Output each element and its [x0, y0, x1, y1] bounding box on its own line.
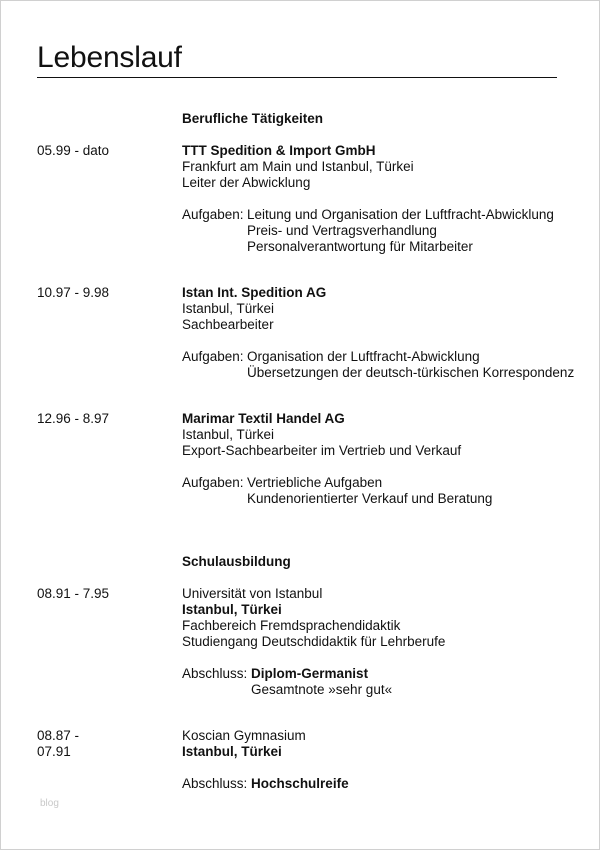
- work-entry-1: [182, 143, 554, 255]
- study-line: Studiengang Deutschdidaktik für Lehrberufe: [182, 634, 446, 649]
- job-position: Leiter der Abwicklung: [182, 175, 311, 190]
- institution-location: Istanbul, Türkei: [182, 744, 282, 759]
- edu-entry-1: [182, 586, 445, 698]
- tasks-label: Aufgaben:: [182, 475, 244, 490]
- degree-value: Hochschulreife: [251, 776, 349, 791]
- job-position: Export-Sachbearbeiter im Vertrieb und Verkauf: [182, 443, 462, 458]
- company-name: TTT Spedition & Import GmbH: [182, 143, 376, 158]
- task-item: Vertriebliche Aufgaben: [247, 475, 383, 490]
- company-location: Istanbul, Türkei: [182, 427, 275, 442]
- task-line: [182, 207, 554, 223]
- task-line: [182, 475, 492, 491]
- task-item: Leitung und Organisation der Luftfracht-Abwicklung: [247, 207, 554, 222]
- institution-location: Istanbul, Türkei: [182, 602, 282, 617]
- work-entry-1-date: 05.99 - dato: [37, 143, 110, 158]
- grade-value: Gesamtnote »sehr gut«: [251, 682, 393, 697]
- degree-label: Abschluss:: [182, 666, 248, 681]
- company-name: Marimar Textil Handel AG: [182, 411, 345, 426]
- section-heading-work: Berufliche Tätigkeiten: [182, 111, 324, 126]
- edu-entry-2-date: [37, 728, 79, 760]
- work-entry-3-date: 12.96 - 8.97: [37, 411, 110, 426]
- watermark-text: blog: [40, 798, 59, 809]
- company-name: Istan Int. Spedition AG: [182, 285, 327, 300]
- task-item: Organisation der Luftfracht-Abwicklung: [247, 349, 480, 364]
- degree-line: [182, 776, 349, 792]
- edu-entry-2: [182, 728, 349, 792]
- job-position: Sachbearbeiter: [182, 317, 274, 332]
- title-divider: [37, 77, 557, 78]
- study-line: Fachbereich Fremdsprachendidaktik: [182, 618, 401, 633]
- institution-name: Universität von Istanbul: [182, 586, 323, 601]
- task-item: Preis- und Vertragsverhandlung: [247, 223, 437, 238]
- task-item: Übersetzungen der deutsch-türkischen Korrespondenz: [247, 365, 575, 380]
- work-entry-2-date: 10.97 - 9.98: [37, 285, 110, 300]
- institution-name: Koscian Gymnasium: [182, 728, 306, 743]
- work-entry-2: [182, 285, 574, 381]
- degree-label: Abschluss:: [182, 776, 248, 791]
- degree-value: Diplom-Germanist: [251, 666, 369, 681]
- date-line: 07.91: [37, 744, 71, 759]
- tasks-label: Aufgaben:: [182, 207, 244, 222]
- task-item: Personalverantwortung für Mitarbeiter: [247, 239, 473, 254]
- degree-line: [182, 666, 445, 682]
- company-location: Frankfurt am Main und Istanbul, Türkei: [182, 159, 414, 174]
- work-entry-3: [182, 411, 492, 507]
- task-item: Kundenorientierter Verkauf und Beratung: [247, 491, 493, 506]
- company-location: Istanbul, Türkei: [182, 301, 275, 316]
- date-line: 08.87 -: [37, 728, 80, 743]
- task-line: [182, 349, 574, 365]
- section-heading-education: Schulausbildung: [182, 554, 291, 569]
- edu-entry-1-date: 08.91 - 7.95: [37, 586, 110, 601]
- page-title: Lebenslauf: [37, 41, 182, 74]
- tasks-label: Aufgaben:: [182, 349, 244, 364]
